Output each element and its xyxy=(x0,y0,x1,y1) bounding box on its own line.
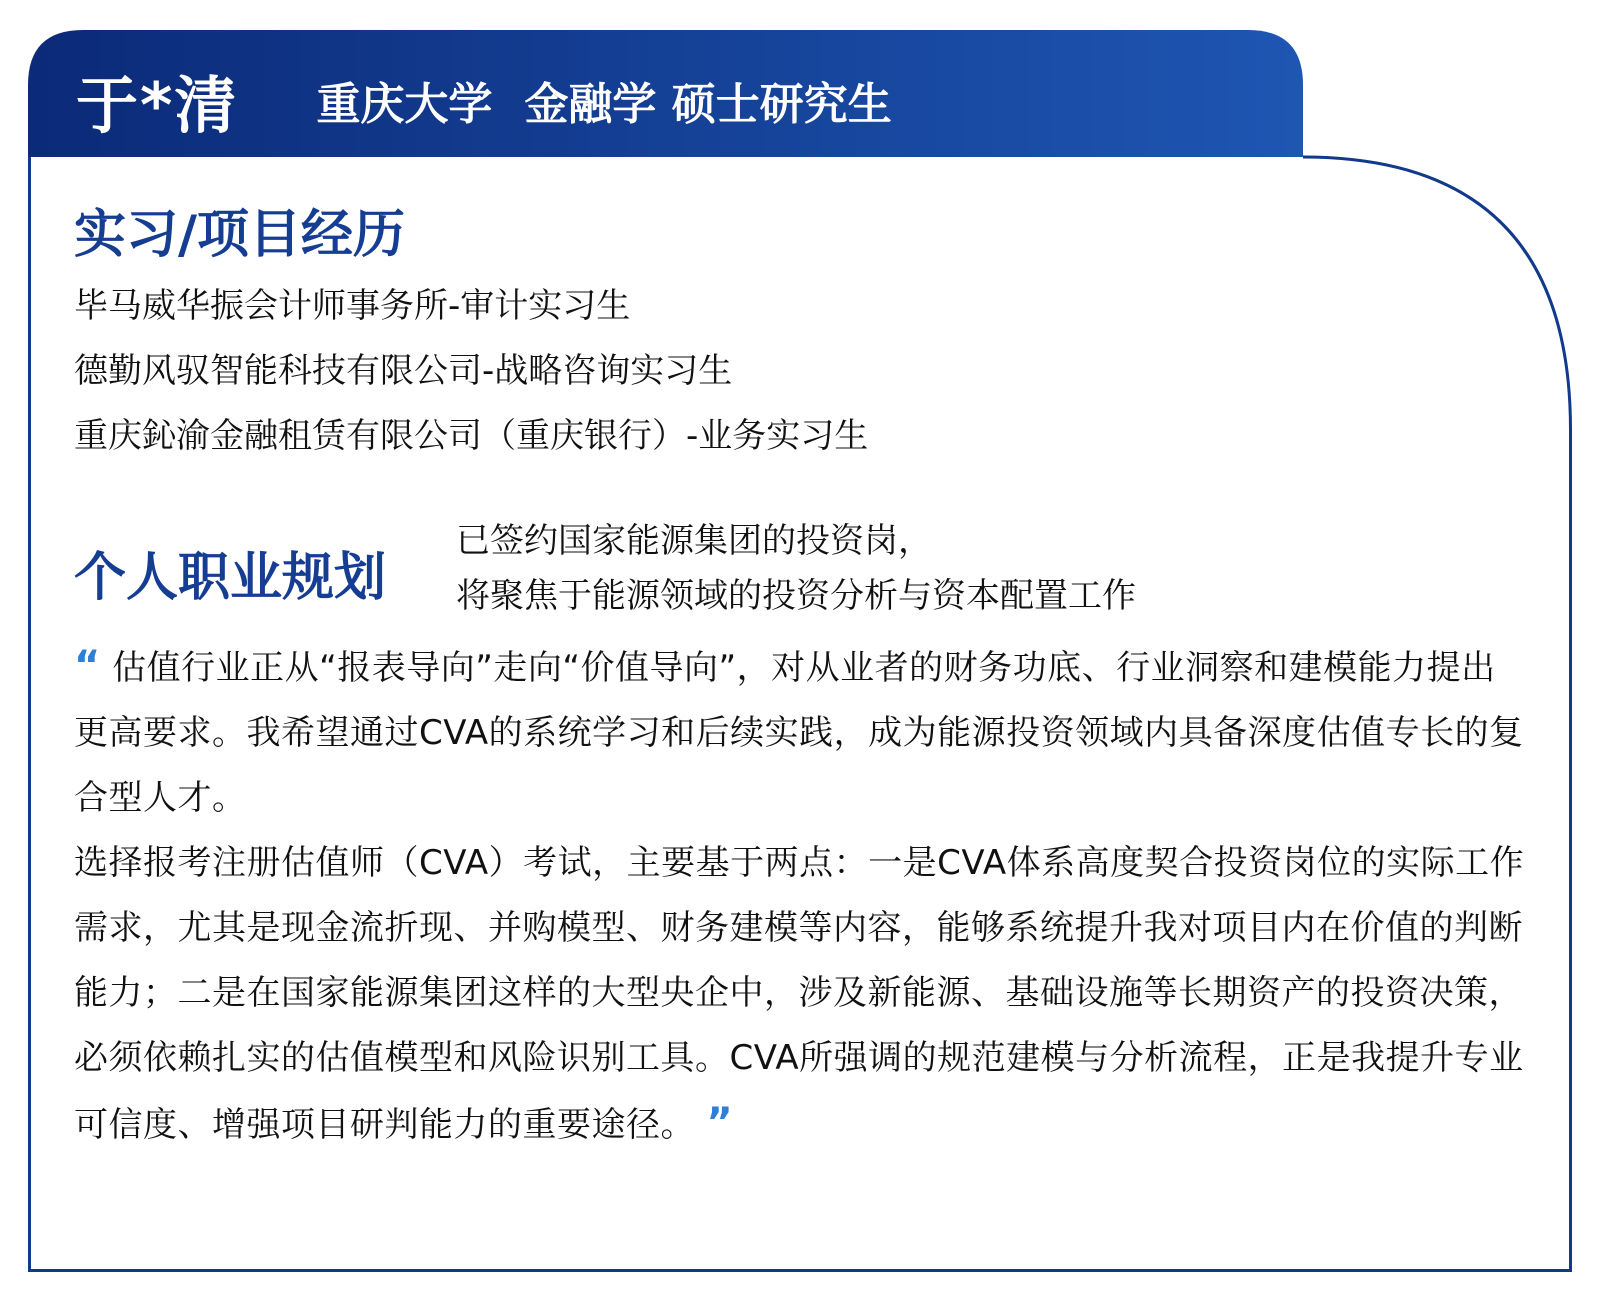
profile-card xyxy=(28,30,1572,1272)
list-item: 德勤风驭智能科技有限公司-战略咨询实习生 xyxy=(74,351,733,391)
open-quote-mark: “ xyxy=(74,643,101,689)
close-quote-mark: ” xyxy=(706,1100,734,1146)
statement-paragraph-text: 估值行业正从“报表导向”走向“价值导向”，对从业者的财务功底、行业洞察和建模能力提出更高要求。我希望通过CVA的系统学习和后续实践，成为能源投资领域内具备深度估值专长的复合型人才。 xyxy=(74,648,1524,818)
internship-section-title: 实习/项目经历 xyxy=(74,205,405,265)
career-plan-line: 将聚焦于能源领域的投资分析与资本配置工作 xyxy=(456,576,1136,616)
internship-list xyxy=(74,274,868,469)
degree: 金融学 硕士研究生 xyxy=(524,79,892,130)
statement-paragraph-text: 选择报考注册估值师（CVA）考试，主要基于两点：一是CVA体系高度契合投资岗位的实际工作需求，尤其是现金流折现、并购模型、财务建模等内容，能够系统提升我对项目内在价值的判断能力；二是在国家能源集团这样的大型央企中，涉及新能源、基础设施等长期资产的投资决策，必须依赖扎实的估值模型和风险识别工具。CVA所强调的规范建模与分析流程，正是我提升专业可信度、增强项目研判能力的重要途径。 xyxy=(74,843,1525,1145)
statement-paragraph xyxy=(74,634,1526,831)
statement xyxy=(74,634,1526,1158)
statement-paragraph xyxy=(74,831,1526,1158)
person-name: 于*清 xyxy=(76,68,239,142)
career-plan xyxy=(456,514,1136,624)
career-plan-line: 已签约国家能源集团的投资岗， xyxy=(456,521,932,561)
list-item: 毕马威华振会计师事务所-审计实习生 xyxy=(74,286,631,326)
list-item: 重庆鈊渝金融租赁有限公司（重庆银行）-业务实习生 xyxy=(74,416,869,456)
header xyxy=(76,60,892,140)
university: 重庆大学 xyxy=(316,79,493,130)
career-section-title: 个人职业规划 xyxy=(74,548,387,608)
